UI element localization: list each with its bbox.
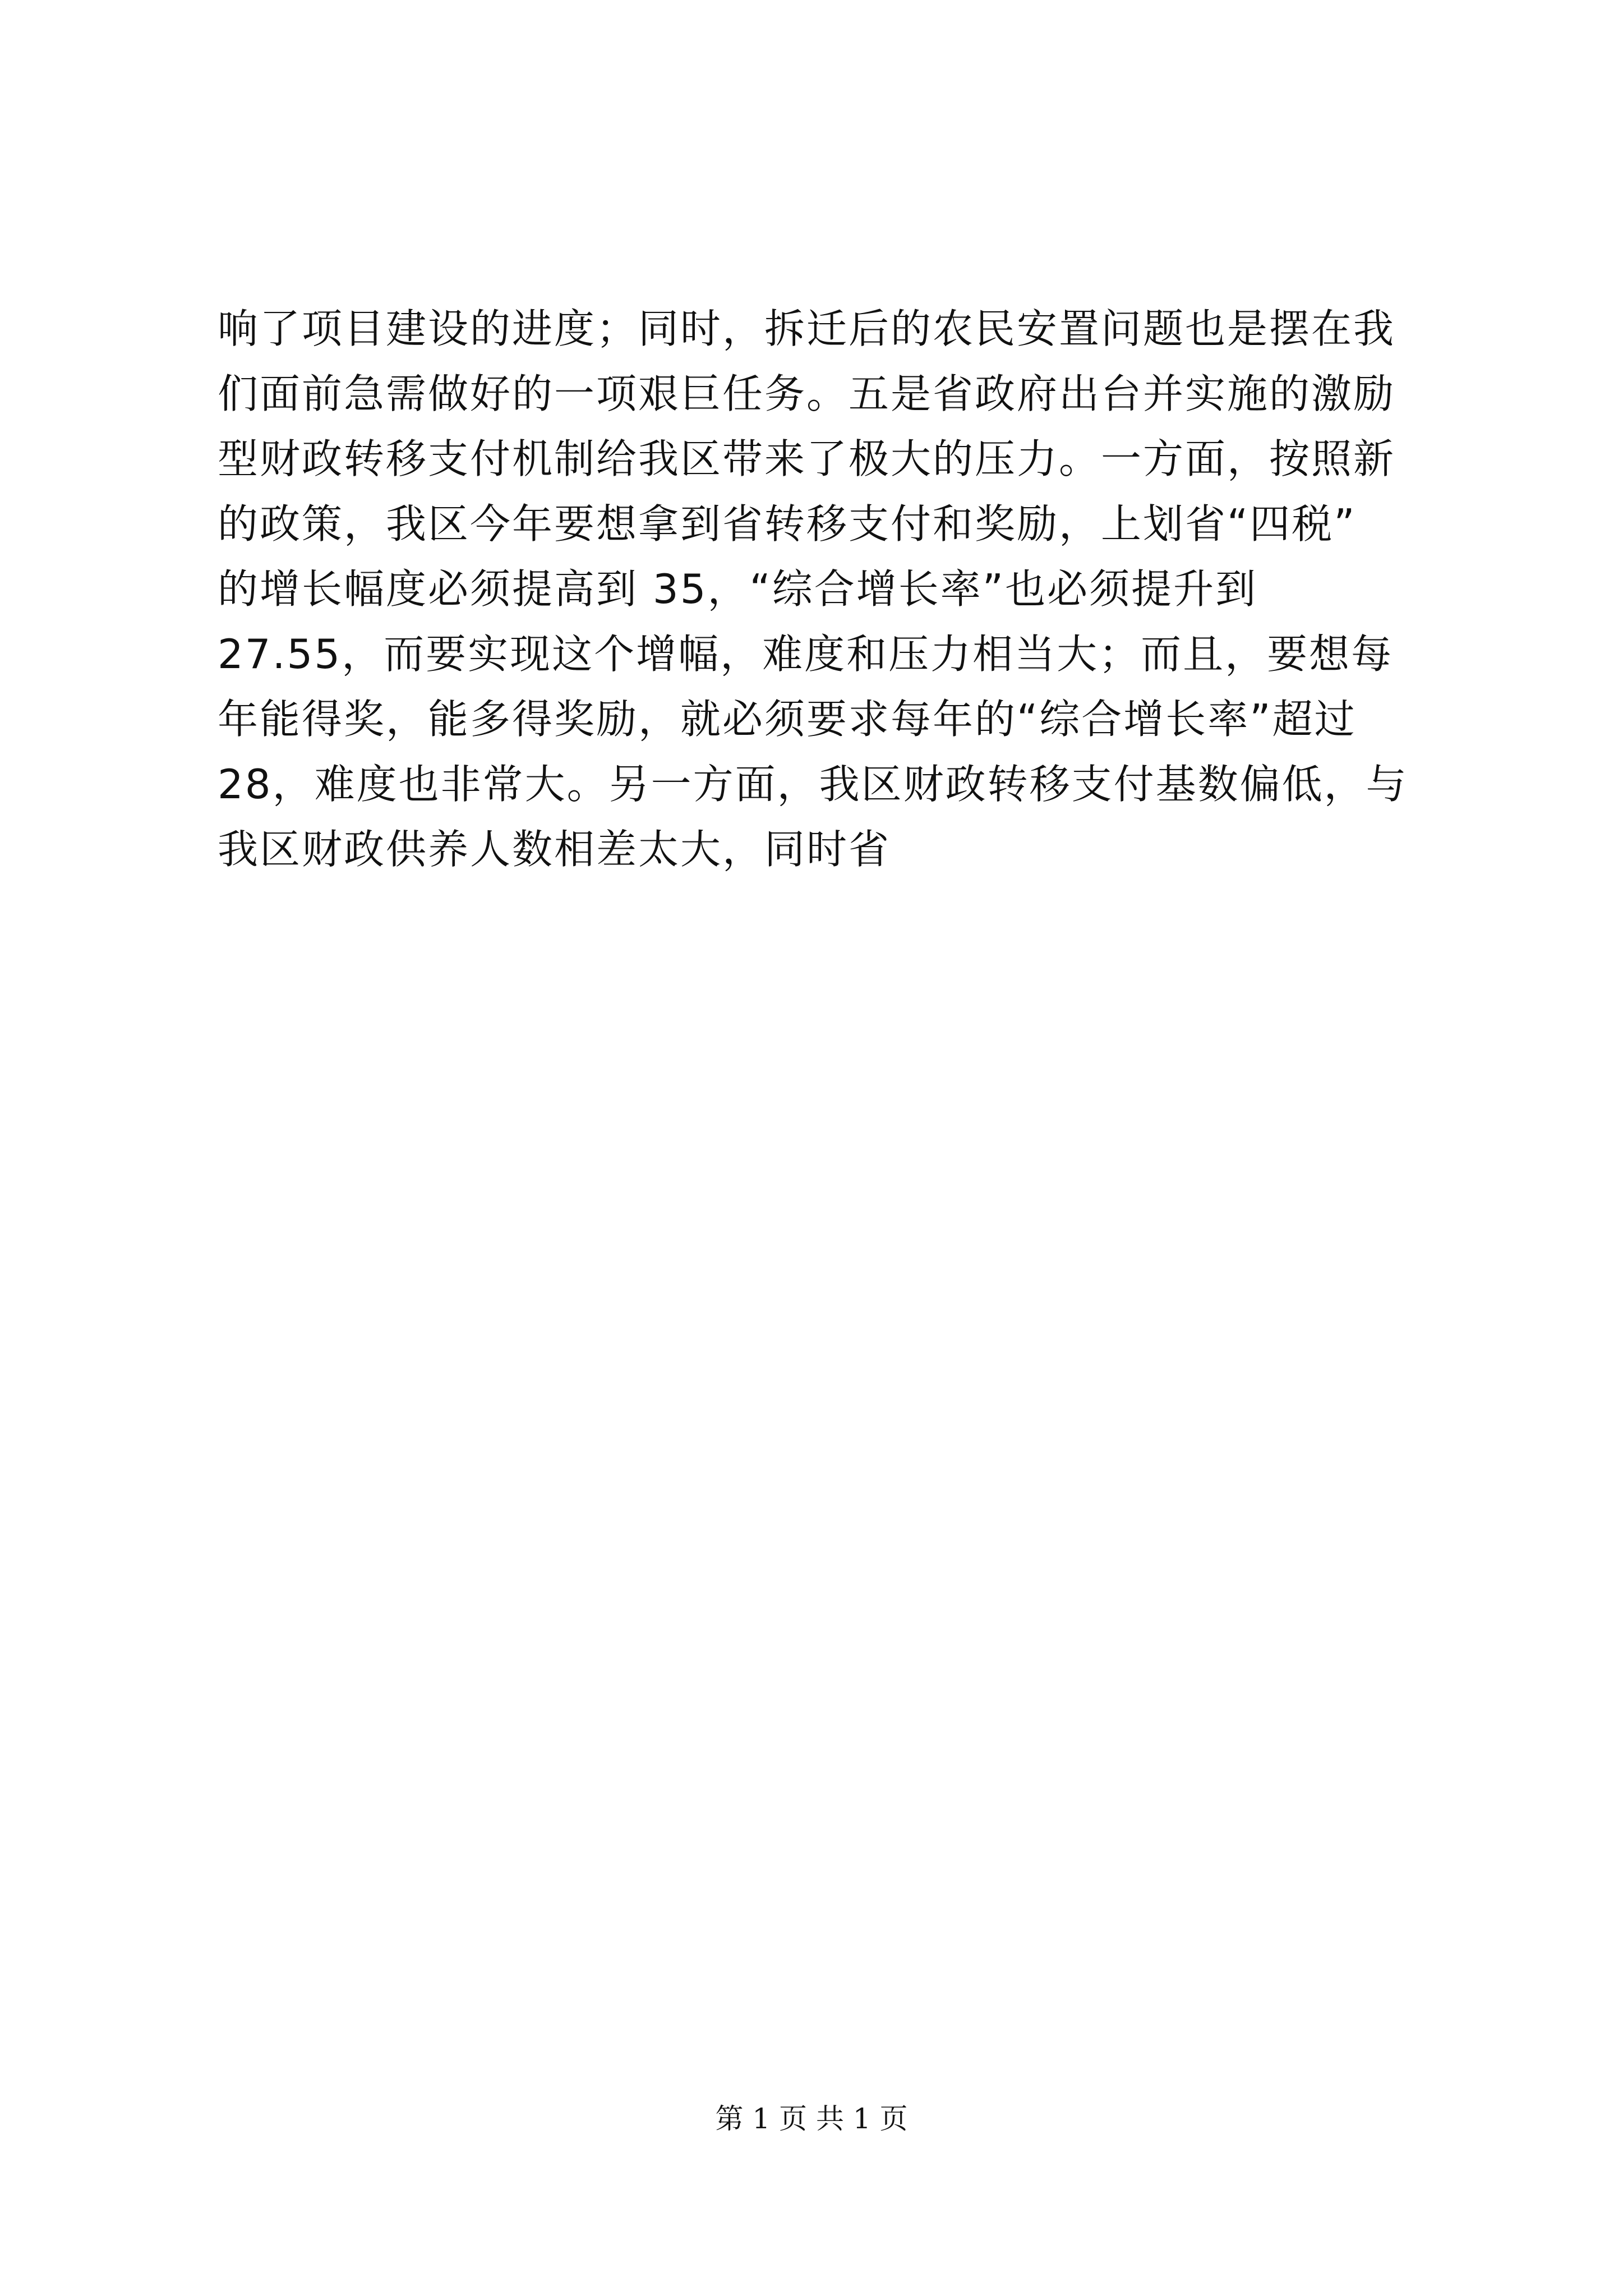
page-number-footer: 第 1 页 共 1 页	[715, 2102, 908, 2135]
body-paragraph	[218, 296, 1418, 882]
text-line: 我区财政供养人数相差太大，同时省	[218, 826, 891, 873]
text-line: 型财政转移支付机制给我区带来了极大的压力。一方面，按照新	[218, 435, 1396, 482]
text-line: 27.55，而要实现这个增幅，难度和压力相当大；而且，要想每	[218, 631, 1394, 678]
text-line: 28，难度也非常大。另一方面，我区财政转移支付基数偏低，与	[218, 761, 1408, 808]
text-line: 响了项目建设的进度；同时，拆迁后的农民安置问题也是摆在我	[218, 305, 1396, 352]
text-line: 们面前急需做好的一项艰巨任务。五是省政府出台并实施的激励	[218, 370, 1396, 417]
text-line: 年能得奖，能多得奖励，就必须要求每年的“综合增长率”超过	[218, 696, 1357, 743]
text-line: 的增长幅度必须提高到 35，“综合增长率”也必须提升到	[218, 565, 1258, 613]
text-line: 的政策，我区今年要想拿到省转移支付和奖励，上划省“四税”	[218, 500, 1357, 547]
